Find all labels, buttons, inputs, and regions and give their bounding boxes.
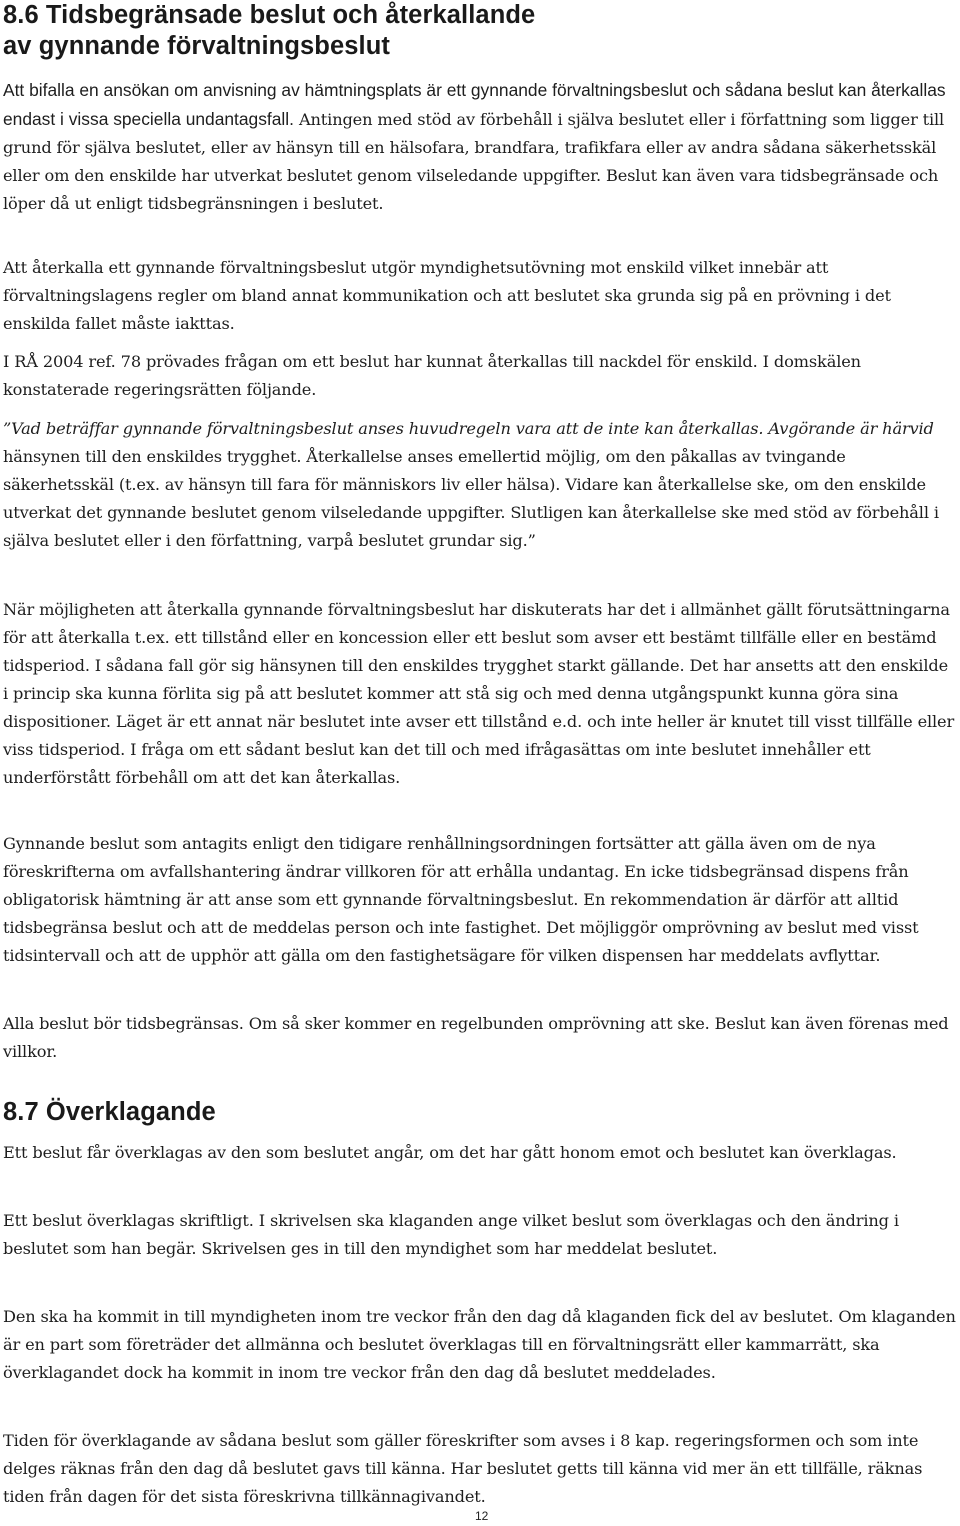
section-heading-8-6-line1: 8.6 Tidsbegränsade beslut och återkallande <box>3 1 536 29</box>
section-heading-8-7: 8.7 Överklagande <box>3 1098 216 1126</box>
paragraph-quote <box>3 415 958 555</box>
paragraph-intro <box>3 76 958 218</box>
paragraph-existing-decisions: Gynnande beslut som antagits enligt den tidigare renhållningsordningen fortsätter att gälla även om de nya föreskrifterna om avfallshantering ändrar villkoren för att erhålla undantag. En icke tidsbegränsad dispens från obligatorisk hämtning är att anse som ett gynnande förvaltningsbeslut. En rekommendation är därför att alltid tidsbegränsa beslut och att de meddelas person och inte fastighet. Det möjliggör omprövning av beslut med visst tidsintervall och att de upphör att gälla om den fastighetsägare för vilken dispensen har meddelats avflyttar. <box>3 834 919 965</box>
paragraph-appeal-deadline: Den ska ha kommit in till myndigheten inom tre veckor från den dag då klaganden fick del av beslutet. Om klaganden är en part som företräder det allmänna och beslutet överklagas till en förvaltningsrätt eller kammarrätt, ska överklagandet dock ha kommit in inom tre veckor från den dag då beslutet meddelades. <box>3 1307 956 1382</box>
section-heading-8-6-line2: av gynnande förvaltningsbeslut <box>3 32 390 60</box>
paragraph-discussion: När möjligheten att återkalla gynnande förvaltningsbeslut har diskuterats har det i allmänhet gällt förutsättningarna för att återkalla t.ex. ett tillstånd eller en koncession eller ett beslut som avser ett bestämt tillfälle eller en bestämd tidsperiod. I sådana fall gör sig hänsynen till den enskildes trygghet starkt gällande. Det har ansetts att den enskilde i princip ska kunna förlita sig på att beslutet kommer att stå sig och med denna utgångspunkt kunna göra sina dispositioner. Läget är ett annat när beslutet inte avser ett tillstånd e.d. och inte heller är knutet till visst tillfälle eller viss tidsperiod. I fråga om ett sådant beslut kan det till och med ifrågasättas om inte beslutet innehåller ett underförstått förbehåll om att det kan återkallas. <box>3 600 955 787</box>
paragraph-appeal-regulations: Tiden för överklagande av sådana beslut som gäller föreskrifter som avses i 8 kap. regeringsformen och som inte delges räknas från den dag då beslutet gavs till känna. Har beslutet getts till känna vid mer än ett tillfälle, räknas tiden från dagen för det sista föreskrivna tillkännagivandet. <box>3 1431 923 1506</box>
paragraph-appeal-written: Ett beslut överklagas skriftligt. I skrivelsen ska klaganden ange vilket beslut som överklagas och den ändring i beslutet som han begär. Skrivelsen ges in till den myndighet som har meddelat beslutet. <box>3 1211 899 1258</box>
paragraph-revocation: Att återkalla ett gynnande förvaltningsbeslut utgör myndighetsutövning mot enskild vilket innebär att förvaltningslagens regler om bland annat kommunikation och att beslutet ska grunda sig på en prövning i det enskilda fallet måste iakttas. <box>3 258 891 333</box>
paragraph-appeal-right: Ett beslut får överklagas av den som beslutet angår, om det har gått honom emot och beslutet kan överklagas. <box>3 1143 897 1162</box>
intro-lead-text: Att bifalla en ansökan om anvisning av hämtningsplats är ett gynnande förvaltningsbeslut och sådana beslut kan återkallas endast i vissa speciella undantagsfall. <box>3 80 946 129</box>
paragraph-case-reference: I RÅ 2004 ref. 78 prövades frågan om ett beslut har kunnat återkallas till nackdel för enskild. I domskälen konstaterade regeringsrätten följande. <box>3 352 861 399</box>
quote-body-text: hänsynen till den enskildes trygghet. Återkallelse anses emellertid möjlig, om den påkallas av tvingande säkerhetsskäl (t.ex. av hänsyn till fara för människors liv eller hälsa). Vidare kan återkallelse ske, om den enskilde utverkat det gynnande beslutet genom vilseledande uppgifter. Slutligen kan återkallelse ske med stöd av förbehåll i själva beslutet eller i den författning, varpå beslutet grundar sig.” <box>3 447 939 550</box>
intro-body-text: Antingen med stöd av förbehåll i själva beslutet eller i författning som ligger till grund för själva beslutet, eller av hänsyn till en hälsofara, brandfara, trafikfara eller av andra sådana säkerhetsskäl eller om den enskilde har utverkat beslutet genom vilseledande uppgifter. Beslut kan även vara tidsbegränsade och löper då ut enligt tidsbegränsningen i beslutet. <box>3 110 945 213</box>
paragraph-time-limit: Alla beslut bör tidsbegränsas. Om så sker kommer en regelbunden omprövning att ske. Beslut kan även förenas med villkor. <box>3 1014 949 1061</box>
quote-italic-text: ”Vad beträffar gynnande förvaltningsbeslut anses huvudregeln vara att de inte kan återkallas. Avgörande är härvid <box>3 419 934 438</box>
page-number: 12 <box>475 1509 489 1523</box>
